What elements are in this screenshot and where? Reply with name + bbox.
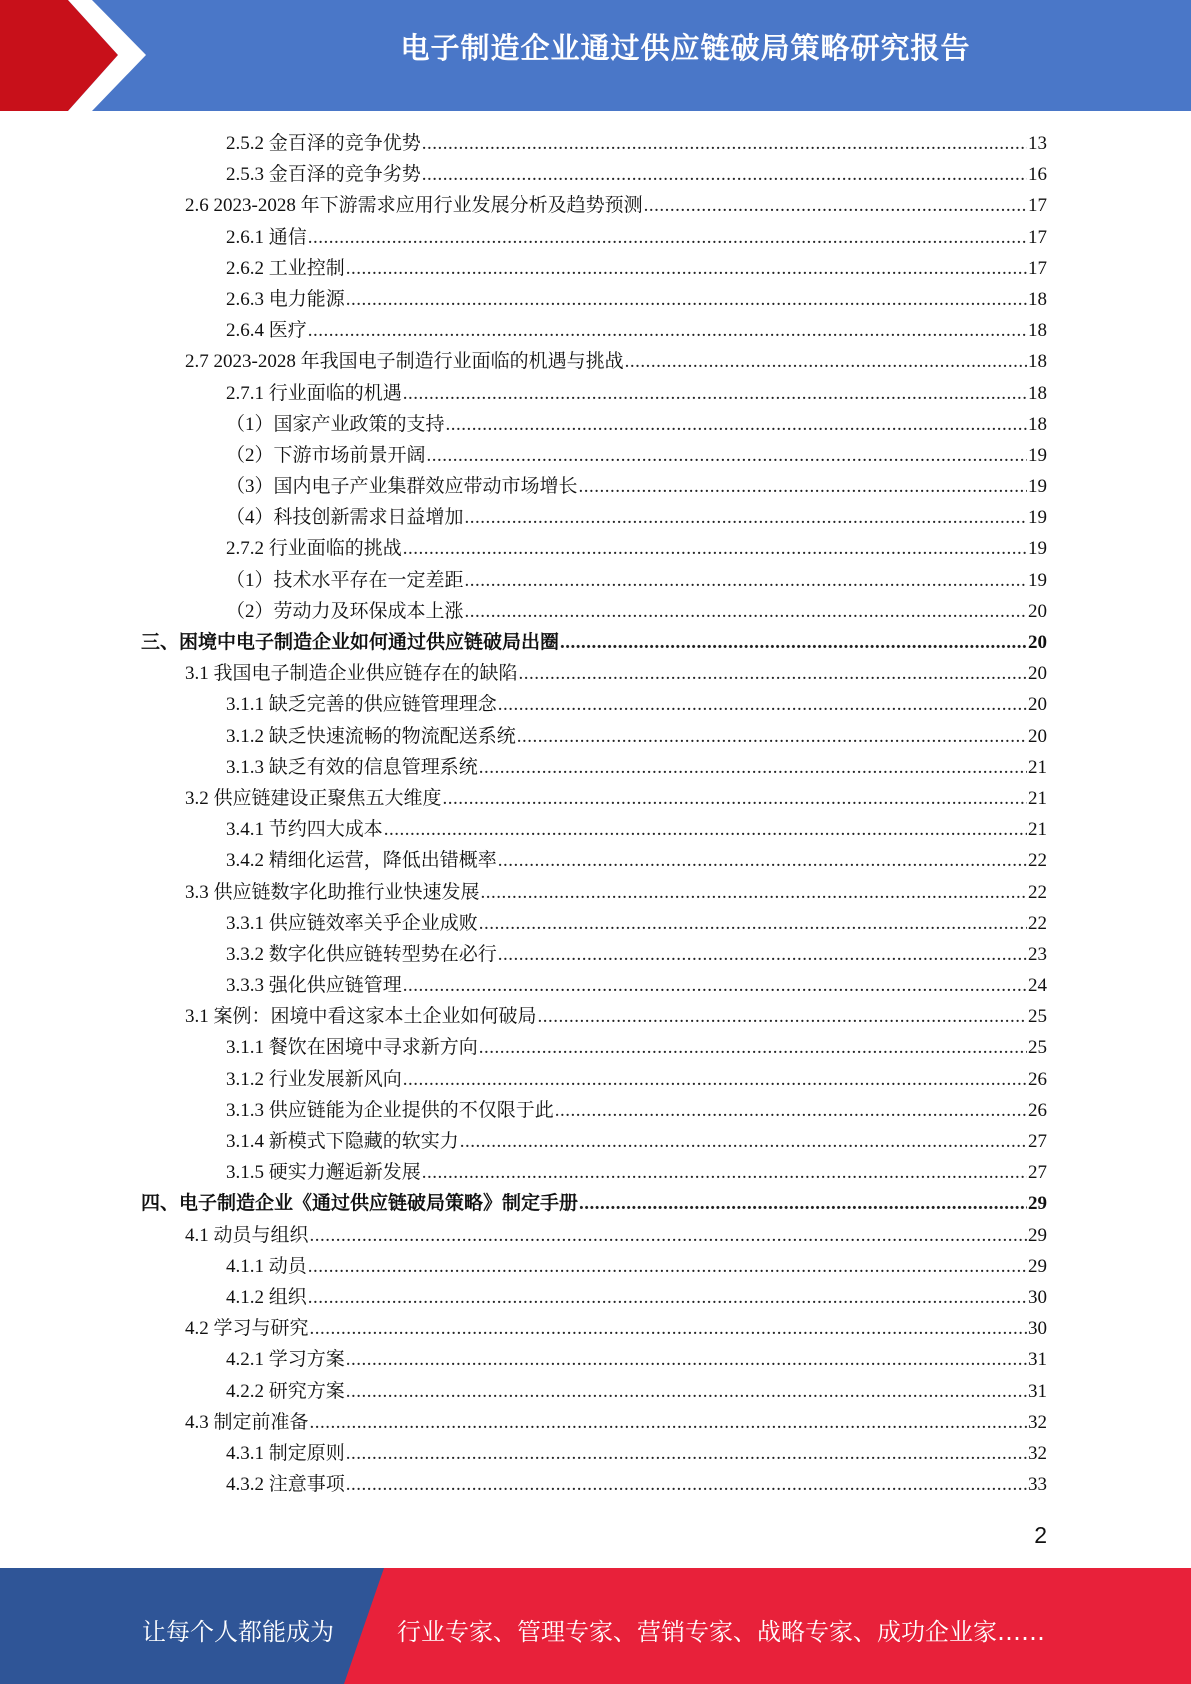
toc-dot-leader bbox=[517, 721, 1027, 752]
toc-dot-leader bbox=[310, 1220, 1027, 1251]
toc-entry-label: 2.6.4 医疗 bbox=[226, 320, 307, 342]
toc-dot-leader bbox=[498, 689, 1027, 720]
toc-dot-leader bbox=[625, 346, 1027, 377]
toc-entry[interactable] bbox=[0, 1220, 1047, 1251]
toc-dot-leader bbox=[579, 471, 1027, 502]
toc-entry-page: 29 bbox=[1028, 1255, 1047, 1277]
toc-entry[interactable] bbox=[0, 128, 1047, 159]
toc-entry-page: 20 bbox=[1028, 725, 1047, 747]
toc-entry[interactable] bbox=[0, 409, 1047, 440]
toc-entry-page: 33 bbox=[1028, 1474, 1047, 1496]
toc-entry-label: 3.4.2 精细化运营，降低出错概率 bbox=[226, 850, 497, 872]
toc-entry-label: 3.1.3 缺乏有效的信息管理系统 bbox=[226, 756, 478, 778]
header-chevron-decoration bbox=[0, 0, 260, 111]
toc-entry-label: 3.1.5 硬实力邂逅新发展 bbox=[226, 1162, 421, 1184]
toc-entry-page: 19 bbox=[1028, 476, 1047, 498]
toc-entry-page: 20 bbox=[1028, 694, 1047, 716]
toc-dot-leader bbox=[403, 533, 1027, 564]
toc-dot-leader bbox=[560, 627, 1027, 658]
toc-entry-label: 2.6 2023-2028 年下游需求应用行业发展分析及趋势预测 bbox=[185, 195, 643, 217]
toc-entry-page: 31 bbox=[1028, 1349, 1047, 1371]
toc-entry[interactable] bbox=[0, 471, 1047, 502]
toc-entry-label: 4.3.1 制定原则 bbox=[226, 1442, 345, 1464]
toc-entry-page: 22 bbox=[1028, 881, 1047, 903]
toc-entry-label: （1）技术水平存在一定差距 bbox=[226, 569, 464, 591]
toc-entry-label: 三、困境中电子制造企业如何通过供应链破局出圈 bbox=[141, 632, 560, 653]
toc-entry[interactable] bbox=[0, 1469, 1047, 1500]
toc-entry-page: 18 bbox=[1028, 288, 1047, 310]
toc-entry-page: 13 bbox=[1028, 133, 1047, 154]
toc-dot-leader bbox=[310, 1313, 1027, 1344]
toc-entry-page: 19 bbox=[1028, 444, 1047, 466]
toc-entry-page: 21 bbox=[1028, 819, 1047, 841]
toc-dot-leader bbox=[579, 1188, 1027, 1219]
toc-entry-page: 26 bbox=[1028, 1099, 1047, 1121]
toc-entry-page: 19 bbox=[1028, 507, 1047, 529]
toc-entry-label: 4.3 制定前准备 bbox=[185, 1411, 309, 1433]
table-of-contents bbox=[0, 128, 1191, 1500]
toc-entry-page: 22 bbox=[1028, 850, 1047, 872]
toc-dot-leader bbox=[479, 752, 1027, 783]
toc-entry-page: 18 bbox=[1028, 382, 1047, 404]
toc-dot-leader bbox=[422, 159, 1027, 190]
toc-dot-leader bbox=[346, 1344, 1027, 1375]
toc-entry-label: 4.2.2 研究方案 bbox=[226, 1380, 345, 1402]
toc-list bbox=[0, 128, 1191, 1500]
toc-dot-leader bbox=[519, 658, 1027, 689]
toc-entry-page: 27 bbox=[1028, 1131, 1047, 1152]
toc-entry-page: 32 bbox=[1028, 1442, 1047, 1464]
toc-dot-leader bbox=[422, 128, 1027, 159]
footer-slogan-right: 行业专家、管理专家、营销专家、战略专家、成功企业家…… bbox=[397, 1618, 1045, 1646]
toc-dot-leader bbox=[427, 440, 1027, 471]
toc-entry-label: 4.1.1 动员 bbox=[226, 1255, 307, 1277]
toc-entry-label: 3.1 案例：困境中看这家本土企业如何破局 bbox=[185, 1006, 537, 1028]
toc-entry-page: 18 bbox=[1028, 320, 1047, 342]
toc-dot-leader bbox=[308, 1282, 1027, 1313]
toc-entry-page: 24 bbox=[1028, 975, 1047, 997]
toc-entry[interactable] bbox=[0, 159, 1047, 190]
toc-entry-label: 3.1 我国电子制造企业供应链存在的缺陷 bbox=[185, 663, 518, 685]
toc-chapter-entry[interactable] bbox=[0, 627, 1047, 658]
toc-dot-leader bbox=[346, 1376, 1027, 1407]
toc-dot-leader bbox=[446, 409, 1027, 440]
toc-entry-page: 25 bbox=[1028, 1006, 1047, 1028]
toc-dot-leader bbox=[403, 1064, 1027, 1095]
toc-entry[interactable] bbox=[0, 1251, 1047, 1282]
toc-entry[interactable] bbox=[0, 845, 1047, 876]
toc-entry[interactable] bbox=[0, 596, 1047, 627]
toc-entry-label: 3.2 供应链建设正聚焦五大维度 bbox=[185, 787, 442, 809]
toc-entry-label: 4.1.2 组织 bbox=[226, 1286, 307, 1308]
toc-entry-label: 3.1.1 缺乏完善的供应链管理理念 bbox=[226, 694, 497, 716]
toc-entry-page: 19 bbox=[1028, 538, 1047, 560]
page-footer bbox=[0, 1568, 1191, 1684]
toc-entry[interactable] bbox=[0, 378, 1047, 409]
toc-entry[interactable] bbox=[0, 190, 1047, 221]
toc-entry-label: （2）劳动力及环保成本上涨 bbox=[226, 600, 464, 622]
toc-entry-page: 18 bbox=[1028, 351, 1047, 373]
toc-dot-leader bbox=[498, 939, 1027, 970]
toc-entry[interactable] bbox=[0, 970, 1047, 1001]
report-title: 电子制造企业通过供应链破局策略研究报告 bbox=[400, 31, 971, 65]
toc-dot-leader bbox=[498, 845, 1027, 876]
toc-dot-leader bbox=[465, 565, 1027, 596]
toc-entry-page: 29 bbox=[1028, 1193, 1047, 1215]
toc-entry[interactable] bbox=[0, 1344, 1047, 1375]
toc-entry[interactable] bbox=[0, 502, 1047, 533]
toc-entry-label: 2.6.3 电力能源 bbox=[226, 288, 345, 310]
toc-entry[interactable] bbox=[0, 315, 1047, 346]
toc-dot-leader bbox=[346, 1438, 1027, 1469]
toc-entry-label: 3.4.1 节约四大成本 bbox=[226, 819, 383, 841]
toc-entry-label: 4.2.1 学习方案 bbox=[226, 1349, 345, 1371]
toc-entry[interactable] bbox=[0, 440, 1047, 471]
toc-entry-page: 26 bbox=[1028, 1068, 1047, 1090]
toc-dot-leader bbox=[443, 783, 1027, 814]
toc-entry[interactable] bbox=[0, 1313, 1047, 1344]
toc-entry-page: 17 bbox=[1028, 257, 1047, 279]
toc-entry-page: 31 bbox=[1028, 1380, 1047, 1402]
toc-entry[interactable] bbox=[0, 658, 1047, 689]
toc-entry-label: 2.7 2023-2028 年我国电子制造行业面临的机遇与挑战 bbox=[185, 351, 624, 373]
toc-entry[interactable] bbox=[0, 877, 1047, 908]
toc-entry-page: 23 bbox=[1028, 943, 1047, 965]
toc-entry-page: 32 bbox=[1028, 1411, 1047, 1433]
toc-entry-label: 3.3 供应链数字化助推行业快速发展 bbox=[185, 881, 480, 903]
toc-entry-label: 3.1.4 新模式下隐藏的软实力 bbox=[226, 1131, 459, 1152]
toc-entry[interactable] bbox=[0, 752, 1047, 783]
toc-entry-page: 17 bbox=[1028, 226, 1047, 248]
toc-dot-leader bbox=[308, 222, 1027, 253]
toc-entry-page: 27 bbox=[1028, 1162, 1047, 1184]
toc-entry-label: （3）国内电子产业集群效应带动市场增长 bbox=[226, 476, 578, 498]
toc-entry[interactable] bbox=[0, 1438, 1047, 1469]
toc-entry[interactable] bbox=[0, 1126, 1047, 1157]
toc-entry-label: 3.1.3 供应链能为企业提供的不仅限于此 bbox=[226, 1099, 554, 1121]
toc-entry-label: 2.6.1 通信 bbox=[226, 226, 307, 248]
toc-dot-leader bbox=[460, 1126, 1027, 1157]
toc-entry[interactable] bbox=[0, 565, 1047, 596]
toc-entry-label: （2）下游市场前景开阔 bbox=[226, 444, 426, 466]
toc-entry-page: 22 bbox=[1028, 912, 1047, 934]
toc-dot-leader bbox=[310, 1407, 1027, 1438]
toc-dot-leader bbox=[555, 1095, 1027, 1126]
page-number: 2 bbox=[1034, 1522, 1047, 1548]
toc-entry[interactable] bbox=[0, 284, 1047, 315]
toc-entry-label: 2.6.2 工业控制 bbox=[226, 257, 345, 279]
toc-entry[interactable] bbox=[0, 1001, 1047, 1032]
toc-dot-leader bbox=[346, 1469, 1027, 1500]
toc-dot-leader bbox=[346, 253, 1027, 284]
toc-dot-leader bbox=[479, 1032, 1027, 1063]
toc-entry[interactable] bbox=[0, 1032, 1047, 1063]
toc-dot-leader bbox=[346, 284, 1027, 315]
toc-entry[interactable] bbox=[0, 783, 1047, 814]
toc-entry-page: 20 bbox=[1028, 600, 1047, 622]
toc-dot-leader bbox=[308, 1251, 1027, 1282]
toc-entry[interactable] bbox=[0, 1282, 1047, 1313]
footer-slogan-left: 让每个人都能成为 bbox=[142, 1618, 334, 1646]
toc-dot-leader bbox=[481, 877, 1027, 908]
toc-dot-leader bbox=[422, 1157, 1027, 1188]
toc-entry-label: 3.3.3 强化供应链管理 bbox=[226, 975, 402, 997]
toc-entry-page: 30 bbox=[1028, 1318, 1047, 1340]
toc-entry[interactable] bbox=[0, 1064, 1047, 1095]
toc-entry-label: （1）国家产业政策的支持 bbox=[226, 413, 445, 435]
toc-entry-page: 29 bbox=[1028, 1224, 1047, 1246]
toc-entry-page: 20 bbox=[1028, 663, 1047, 685]
toc-entry-label: 2.7.2 行业面临的挑战 bbox=[226, 538, 402, 560]
toc-entry-label: 2.7.1 行业面临的机遇 bbox=[226, 382, 402, 404]
toc-entry-page: 20 bbox=[1028, 632, 1047, 653]
toc-entry-page: 17 bbox=[1028, 195, 1047, 217]
page-header bbox=[0, 0, 1191, 111]
toc-entry[interactable] bbox=[0, 1407, 1047, 1438]
toc-dot-leader bbox=[403, 970, 1027, 1001]
toc-entry[interactable] bbox=[0, 533, 1047, 564]
toc-entry-label: 4.3.2 注意事项 bbox=[226, 1474, 345, 1496]
toc-entry-label: 3.1.2 行业发展新风向 bbox=[226, 1068, 402, 1090]
toc-dot-leader bbox=[465, 596, 1027, 627]
toc-entry[interactable] bbox=[0, 721, 1047, 752]
toc-entry-label: 3.1.2 缺乏快速流畅的物流配送系统 bbox=[226, 725, 516, 747]
toc-entry-label: 2.5.2 金百泽的竞争优势 bbox=[226, 133, 421, 154]
toc-dot-leader bbox=[308, 315, 1027, 346]
toc-chapter-entry[interactable] bbox=[0, 1188, 1047, 1219]
toc-dot-leader bbox=[644, 190, 1027, 221]
toc-dot-leader bbox=[403, 378, 1027, 409]
toc-entry-label: 3.3.2 数字化供应链转型势在必行 bbox=[226, 943, 497, 965]
toc-dot-leader bbox=[384, 814, 1027, 845]
toc-entry[interactable] bbox=[0, 908, 1047, 939]
toc-entry[interactable] bbox=[0, 939, 1047, 970]
toc-entry-label: （4）科技创新需求日益增加 bbox=[226, 507, 464, 529]
toc-entry-page: 25 bbox=[1028, 1037, 1047, 1059]
toc-entry[interactable] bbox=[0, 689, 1047, 720]
toc-entry-label: 3.3.1 供应链效率关乎企业成败 bbox=[226, 912, 478, 934]
toc-entry-label: 4.2 学习与研究 bbox=[185, 1318, 309, 1340]
toc-entry[interactable] bbox=[0, 814, 1047, 845]
toc-entry[interactable] bbox=[0, 222, 1047, 253]
toc-dot-leader bbox=[465, 502, 1027, 533]
toc-entry[interactable] bbox=[0, 1157, 1047, 1188]
toc-entry-page: 18 bbox=[1028, 413, 1047, 435]
toc-entry[interactable] bbox=[0, 253, 1047, 284]
toc-entry-label: 4.1 动员与组织 bbox=[185, 1224, 309, 1246]
toc-dot-leader bbox=[479, 908, 1027, 939]
toc-entry-label: 2.5.3 金百泽的竞争劣势 bbox=[226, 164, 421, 186]
toc-entry-page: 19 bbox=[1028, 569, 1047, 591]
toc-entry[interactable] bbox=[0, 1095, 1047, 1126]
toc-entry-page: 21 bbox=[1028, 756, 1047, 778]
toc-entry[interactable] bbox=[0, 346, 1047, 377]
toc-entry-page: 21 bbox=[1028, 787, 1047, 809]
toc-entry-label: 四、电子制造企业《通过供应链破局策略》制定手册 bbox=[141, 1193, 579, 1215]
toc-dot-leader bbox=[538, 1001, 1027, 1032]
toc-entry-label: 3.1.1 餐饮在困境中寻求新方向 bbox=[226, 1037, 478, 1059]
toc-entry[interactable] bbox=[0, 1376, 1047, 1407]
toc-entry-page: 30 bbox=[1028, 1286, 1047, 1308]
toc-entry-page: 16 bbox=[1028, 164, 1047, 186]
